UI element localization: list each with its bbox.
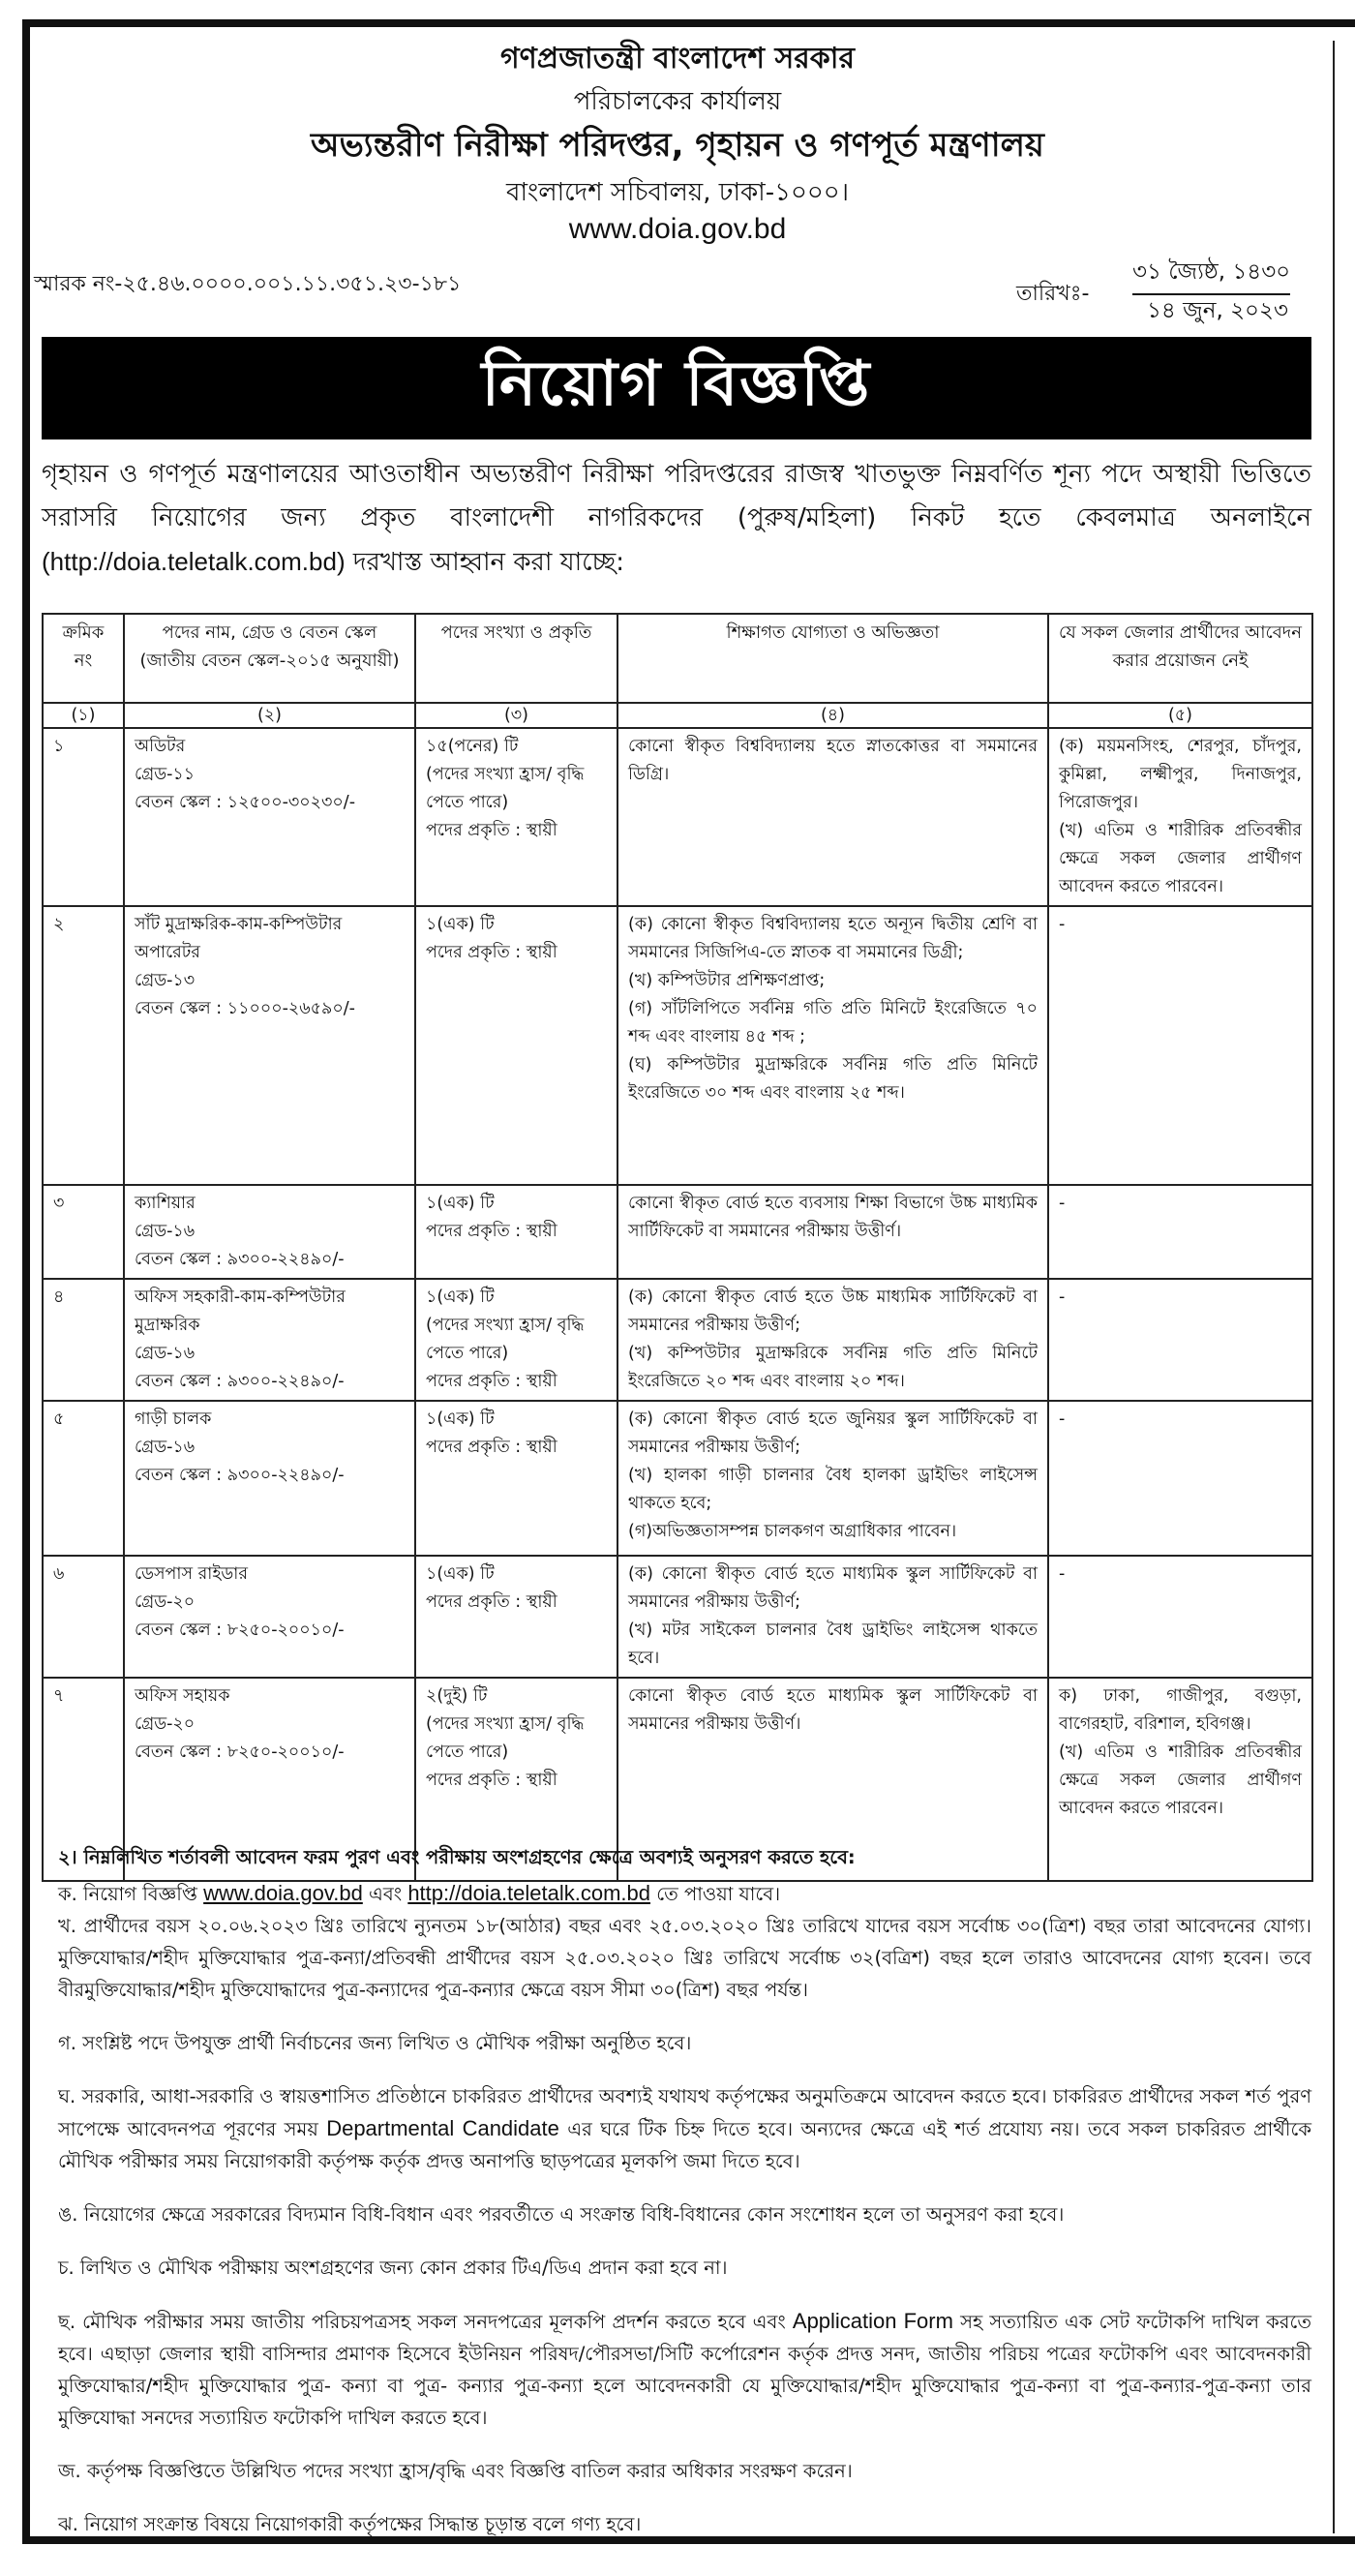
office-address: বাংলাদেশ সচিবালয়, ঢাকা-১০০০। [506, 178, 849, 207]
application-form-term: Application Form [792, 2309, 953, 2333]
qualification-cell [617, 1279, 1048, 1401]
column-number-row [43, 703, 1312, 728]
cell-line: পদের প্রকৃতি : স্থায়ী [426, 1771, 557, 1790]
serial-cell: ৬ [43, 1556, 124, 1678]
count-cell [415, 1556, 617, 1678]
condition-ka-suffix: তে পাওয়া যাবে। [650, 1883, 781, 1905]
qualification-cell [617, 1556, 1048, 1678]
condition-ga: গ. সংশ্লিষ্ট পদে উপযুক্ত প্রার্থী নির্বাচনের জন্য লিখিত ও মৌখিক পরীক্ষা অনুষ্ঠিত হবে। [58, 2032, 692, 2054]
post-cell [124, 1556, 415, 1678]
frame-border-top [22, 19, 1355, 27]
post-cell [124, 1185, 415, 1279]
table-row [43, 1556, 1312, 1678]
condition-gha-text-end: এর ঘরে টিক চিহ্ন দিতে হবে। অন্যদের ক্ষেত্রে এই শর্ত প্রযোয্য নয়। তবে সকল চাকরিরত প্রার্থীকে মৌখিক পরীক্ষার সময় নিয়োগকারী কর্তৃপক্ষ কর্তৃক প্রদত্ত অনাপত্তি ছাড়পত্রের মূলকপি জমা দিতে হবে। [58, 2118, 1311, 2172]
cell-line: পদের প্রকৃতি : স্থায়ী [426, 821, 557, 840]
notice-title: নিয়োগ বিজ্ঞপ্তি [481, 348, 872, 420]
cell-line: গ্রেড-১৩ [135, 971, 196, 990]
conditions-heading: ২। নিম্নলিখিত শর্তাবলী আবেদন ফরম পুরণ এবং পরীক্ষায় অংশগ্রহণের ক্ষেত্রে অবশ্যই অনুসরণ করতে হবে: [58, 1846, 856, 1868]
condition-cha-text: ছ. মৌখিক পরীক্ষার সময় জাতীয় পরিচয়পত্রসহ সকল সনদপত্রের মূলকপি প্রদর্শন করতে হবে এবং [58, 2311, 793, 2333]
intro-paragraph [42, 453, 1311, 585]
col-number: (২) [124, 703, 415, 728]
col-number: (৩) [415, 703, 617, 728]
table-row [43, 1401, 1312, 1556]
post-cell [124, 1401, 415, 1556]
cell-line: বেতন স্কেল : ৯৩০০-২২৪৯০/- [135, 1466, 345, 1485]
table-row [43, 728, 1312, 906]
cell-line: পদের প্রকৃতি : স্থায়ী [426, 1372, 557, 1391]
cell-line: (ক) কোনো স্বীকৃত বিশ্ববিদ্যালয় হতে অন্যূন দ্বিতীয় শ্রেণি বা সমমানের সিজিপিএ-তে স্নাতক বা সমমানের ডিগ্রী; [628, 915, 1038, 962]
cell-line: ১(এক) টি [426, 915, 495, 934]
cell-line: বেতন স্কেল : ১১০০০-২৬৫৯০/- [135, 999, 355, 1018]
cell-line: (খ) কম্পিউটার প্রশিক্ষণপ্রাপ্ত; [628, 971, 826, 990]
cell-line: গ্রেড-১৬ [135, 1344, 196, 1363]
cell-line: পদের প্রকৃতি : স্থায়ী [426, 1592, 557, 1612]
excluded-districts-cell [1048, 1279, 1312, 1401]
post-cell [124, 1279, 415, 1401]
cell-line: ১(এক) টি [426, 1564, 495, 1584]
cell-line: গ্রেড-১৬ [135, 1222, 196, 1241]
serial-cell: ৪ [43, 1279, 124, 1401]
qualification-cell [617, 1401, 1048, 1556]
excluded-districts-cell [1048, 728, 1312, 906]
teletalk-link[interactable]: (http://doia.teletalk.com.bd) [42, 547, 346, 576]
notice-title-banner [42, 337, 1311, 439]
cell-line: (খ) হালকা গাড়ী চালনার বৈধ হালকা ড্রাইভিং লাইসেন্স থাকতে হবে; [628, 1466, 1038, 1513]
cell-line: (খ) এতিম ও শারীরিক প্রতিবন্ধীর ক্ষেত্রে সকল জেলার প্রার্থীগণ আবেদন করতে পারবেন। [1059, 821, 1302, 896]
cell-line: কোনো স্বীকৃত বোর্ড হতে ব্যবসায় শিক্ষা বিভাগে উচ্চ মাধ্যমিক সার্টিফিকেট বা সমমানের পরীক্ষায় উত্তীর্ণ। [628, 1194, 1038, 1241]
cell-line: (গ) সাঁটলিপিতে সর্বনিম্ন গতি প্রতি মিনিটে ইংরেজিতে ৭০ শব্দ এবং বাংলায় ৪৫ শব্দ ; [628, 999, 1038, 1046]
website-link[interactable]: www.doia.gov.bd [568, 213, 787, 245]
date-gregorian: ১৪ জুন, ২০২৩ [1147, 298, 1288, 323]
condition-ca: চ. লিখিত ও মৌখিক পরীক্ষায় অংশগ্রহণের জন্য কোন প্রকার টিএ/ডিএ প্রদান করা হবে না। [58, 2257, 728, 2279]
excluded-districts-cell [1048, 906, 1312, 1185]
qualification-cell [617, 906, 1048, 1185]
serial-cell: ৫ [43, 1401, 124, 1556]
cell-line: (খ) কম্পিউটার মুদ্রাক্ষরিকে সর্বনিম্ন গতি প্রতি মিনিটে ইংরেজিতে ২০ শব্দ এবং বাংলায় ২০ শব্দ। [628, 1344, 1038, 1391]
frame-border-left [22, 19, 30, 2544]
cell-line: কোনো স্বীকৃত বোর্ড হতে মাধ্যমিক স্কুল সার্টিফিকেট বা সমমানের পরীক্ষায় উত্তীর্ণ। [628, 1686, 1038, 1734]
cell-line: (ক) কোনো স্বীকৃত বোর্ড হতে উচ্চ মাধ্যমিক সার্টিফিকেট বা সমমানের পরীক্ষায় উত্তীর্ণ; [628, 1288, 1038, 1335]
qualification-cell [617, 728, 1048, 906]
cell-line: বেতন স্কেল : ৯৩০০-২২৪৯০/- [135, 1250, 345, 1269]
col-header-serial: ক্রমিক নং [43, 614, 124, 703]
condition-kha: খ. প্রার্থীদের বয়স ২০.০৬.২০২৩ খ্রিঃ তারিখে ন্যুনতম ১৮(আঠার) বছর এবং ২৫.০৩.২০২০ খ্রিঃ তারিখে যাদের বয়স সর্বোচ্চ ৩০(ত্রিশ) বছর তারা আবেদনের যোগ্য। মুক্তিযোদ্ধার/শহীদ মুক্তিযোদ্ধার পুত্র-কন্যা/প্রতিবন্ধী প্রার্থীদের বয়স ২৫.০৩.২০২০ খ্রিঃ তারিখে সর্বোচ্চ ৩২(বত্রিশ) বছর হলে তারাও আবেদনের যোগ্য হবেন। তবে বীরমুক্তিযোদ্ধার/শহীদ মুক্তিযোদ্ধাদের পুত্র-কন্যাদের পুত্র-কন্যার ক্ষেত্রে বয়স সীমা ৩০(ত্রিশ) বছর পর্যন্ত। [58, 1915, 1311, 2001]
department-title: অভ্যন্তরীণ নিরীক্ষা পরিদপ্তর, গৃহায়ন ও গণপূর্ত মন্ত্রণালয় [311, 126, 1044, 165]
post-cell [124, 728, 415, 906]
cell-line: - [1059, 1564, 1066, 1584]
col-header-count: পদের সংখ্যা ও প্রকৃতি [415, 614, 617, 703]
cell-line: - [1059, 915, 1066, 934]
intro-text-end: দরখাস্ত আহ্বান করা যাচ্ছে: [345, 548, 624, 577]
cell-line: ক) ঢাকা, গাজীপুর, বগুড়া, বাগেরহাট, বরিশাল, হবিগঞ্জ। [1059, 1686, 1302, 1734]
condition-gha [58, 2080, 1311, 2177]
conditions-section [58, 1841, 1311, 2561]
condition-jha: ঝ. নিয়োগ সংক্রান্ত বিষয়ে নিয়োগকারী কর্তৃপক্ষের সিদ্ধান্ত চূড়ান্ত বলে গণ্য হবে। [58, 2513, 642, 2535]
cell-line: ১(এক) টি [426, 1409, 495, 1429]
cell-line: সাঁট মুদ্রাক্ষরিক-কাম-কম্পিউটার অপারেটর [135, 915, 343, 962]
vacancy-table [42, 613, 1313, 1882]
excluded-districts-cell [1048, 1556, 1312, 1678]
teletalk-apply-link[interactable]: http://doia.teletalk.com.bd [407, 1881, 651, 1905]
cell-line: গাড়ী চালক [135, 1409, 212, 1429]
cell-line: বেতন স্কেল : ৮২৫০-২০০১০/- [135, 1621, 345, 1640]
serial-cell: ৭ [43, 1678, 124, 1881]
col-header-excluded-districts: যে সকল জেলার প্রার্থীদের আবেদন করার প্রয়োজন নেই [1048, 614, 1312, 703]
memo-number: স্মারক নং-২৫.৪৬.০০০০.০০১.১১.৩৫১.২৩-১৮১ [34, 272, 462, 296]
date-label: তারিখঃ- [1016, 282, 1090, 306]
cell-line: - [1059, 1409, 1066, 1429]
condition-cha-text-end: সহ সত্যায়িত এক সেট ফটোকপি দাখিল করতে হবে। এছাড়া জেলার স্থায়ী বাসিন্দার প্রমাণক হিসেবে ইউনিয়ন পরিষদ/পৌরসভা/সিটি কর্পোরেশন কর্তৃক প্রদত্ত সনদ, জাতীয় পরিচয় পত্রের ফটোকপি এবং আবেদনকারী মুক্তিযোদ্ধার/শহীদ মুক্তিযোদ্ধার পুত্র- কন্যা বা পুত্র- কন্যার পুত্র-কন্যা হলে আবেদনকারী যে মুক্তিযোদ্ধার/শহীদ মুক্তিযোদ্ধার পুত্র-কন্যা বা পুত্র-কন্যার-পুত্র-কন্যা তার মুক্তিযোদ্ধা সনদের সত্যায়িত ফটোকপি দাখিল করতে হবে। [58, 2311, 1311, 2429]
serial-cell: ১ [43, 728, 124, 906]
count-cell [415, 1279, 617, 1401]
col-number: (৪) [617, 703, 1048, 728]
cell-line: গ্রেড-১১ [135, 765, 196, 784]
condition-ka-text: ক. নিয়োগ বিজ্ঞপ্তি [58, 1883, 204, 1905]
intro-text: গৃহায়ন ও গণপূর্ত মন্ত্রণালয়ের আওতাধীন অভ্যন্তরীণ নিরীক্ষা পরিদপ্তরের রাজস্ব খাতভুক্ত নিম্নবর্ণিত শূন্য পদে অস্থায়ী ভিত্তিতে সরাসরি নিয়োগের জন্য প্রকৃত বাংলাদেশী নাগরিকদের (পুরুষ/মহিলা) নিকট হতে কেবলমাত্র অনলাইনে [42, 460, 1311, 532]
cell-line: ক্যাশিয়ার [135, 1194, 196, 1213]
cell-line: বেতন স্কেল : ৮২৫০-২০০১০/- [135, 1743, 345, 1762]
frame-border-right [1333, 41, 1335, 2533]
condition-ka-and: এবং [362, 1883, 408, 1905]
cell-line: (ঘ) কম্পিউটার মুদ্রাক্ষরিকে সর্বনিম্ন গতি প্রতি মিনিটে ইংরেজিতে ৩০ শব্দ এবং বাংলায় ২৫ শব্দ। [628, 1055, 1038, 1103]
cell-line: অফিস সহায়ক [135, 1686, 230, 1706]
col-number: (৫) [1048, 703, 1312, 728]
cell-line: পদের প্রকৃতি : স্থায়ী [426, 1438, 557, 1457]
excluded-districts-cell [1048, 1185, 1312, 1279]
office-title: পরিচালকের কার্যালয় [573, 87, 782, 116]
cell-line: বেতন স্কেল : ১২৫০০-৩০২৩০/- [135, 793, 356, 812]
cell-line: (ক) কোনো স্বীকৃত বোর্ড হতে মাধ্যমিক স্কুল সার্টিফিকেট বা সমমানের পরীক্ষায় উত্তীর্ণ; [628, 1564, 1038, 1612]
count-cell [415, 906, 617, 1185]
departmental-candidate-term: Departmental Candidate [326, 2116, 559, 2140]
cell-line: গ্রেড-১৬ [135, 1438, 196, 1457]
serial-cell: ৩ [43, 1185, 124, 1279]
post-cell [124, 906, 415, 1185]
table-row [43, 1279, 1312, 1401]
cell-line: ১৫(পনের) টি [426, 737, 519, 756]
cell-line: গ্রেড-২০ [135, 1592, 196, 1612]
cell-line: - [1059, 1194, 1066, 1213]
cell-line: (পদের সংখ্যা হ্রাস/ বৃদ্ধি পেতে পারে) [426, 765, 585, 812]
cell-line: পদের প্রকৃতি : স্থায়ী [426, 1222, 557, 1241]
cell-line: বেতন স্কেল : ৯৩০০-২২৪৯০/- [135, 1372, 345, 1391]
qualification-cell [617, 1185, 1048, 1279]
cell-line: গ্রেড-২০ [135, 1714, 196, 1734]
cell-line: ১(এক) টি [426, 1288, 495, 1307]
condition-ka [58, 1877, 1311, 1910]
condition-ja: জ. কর্তৃপক্ষ বিজ্ঞপ্তিতে উল্লিখিত পদের সংখ্যা হ্রাস/বৃদ্ধি এবং বিজ্ঞপ্তি বাতিল করার অধিকার সংরক্ষণ করেন। [58, 2460, 853, 2482]
cell-line: (ক) কোনো স্বীকৃত বোর্ড হতে জুনিয়র স্কুল সার্টিফিকেট বা সমমানের পরীক্ষায় উত্তীর্ণ; [628, 1409, 1038, 1457]
cell-line: পদের প্রকৃতি : স্থায়ী [426, 943, 557, 962]
col-header-qualification: শিক্ষাগত যোগ্যতা ও অভিজ্ঞতা [617, 614, 1048, 703]
condition-cha [58, 2305, 1311, 2434]
cell-line: (পদের সংখ্যা হ্রাস/ বৃদ্ধি পেতে পারে) [426, 1714, 585, 1762]
serial-cell: ২ [43, 906, 124, 1185]
table-header-row [43, 614, 1312, 703]
cell-line: ১(এক) টি [426, 1194, 495, 1213]
cell-line: ডেসপাস রাইডার [135, 1564, 249, 1584]
date-bangla: ৩১ জ্যৈষ্ঠ, ১৪৩০ [1132, 254, 1290, 295]
cell-line: (খ) এতিম ও শারীরিক প্রতিবন্ধীর ক্ষেত্রে সকল জেলার প্রার্থীগণ আবেদন করতে পারবেন। [1059, 1743, 1302, 1818]
cell-line: - [1059, 1288, 1066, 1307]
government-title: গণপ্রজাতন্ত্রী বাংলাদেশ সরকার [500, 42, 855, 76]
cell-line: (গ)অভিজ্ঞতাসম্পন্ন চালকগণ অগ্রাধিকার পাবেন। [628, 1522, 957, 1541]
cell-line: (ক) ময়মনসিংহ, শেরপুর, চাঁদপুর, কুমিল্লা, লক্ষ্মীপুর, দিনাজপুর, পিরোজপুর। [1059, 737, 1302, 812]
cell-line: ২(দুই) টি [426, 1686, 488, 1706]
cell-line: (পদের সংখ্যা হ্রাস/ বৃদ্ধি পেতে পারে) [426, 1316, 585, 1363]
excluded-districts-cell [1048, 1401, 1312, 1556]
cell-line: অডিটর [135, 737, 186, 756]
table-row [43, 1185, 1312, 1279]
table-row [43, 906, 1312, 1185]
col-number: (১) [43, 703, 124, 728]
condition-umo: ঙ. নিয়োগের ক্ষেত্রে সরকারের বিদ্যমান বিধি-বিধান এবং পরবর্তীতে এ সংক্রান্ত বিধি-বিধানের কোন সংশোধন হলে তা অনুসরণ করা হবে। [58, 2203, 1065, 2226]
cell-line: অফিস সহকারী-কাম-কম্পিউটার মুদ্রাক্ষরিক [135, 1288, 346, 1335]
count-cell [415, 1401, 617, 1556]
cell-line: (খ) মটর সাইকেল চালনার বৈধ ড্রাইভিং লাইসেন্স থাকতে হবে। [628, 1621, 1038, 1668]
col-header-post: পদের নাম, গ্রেড ও বেতন স্কেল (জাতীয় বেতন স্কেল-২০১৫ অনুযায়ী) [124, 614, 415, 703]
count-cell [415, 1185, 617, 1279]
count-cell [415, 728, 617, 906]
condition-gha-text: ঘ. সরকারি, আধা-সরকারি ও স্বায়ত্তশাসিত প্রতিষ্ঠানে চাকরিরত প্রার্থীদের অবশ্যই যথাযথ কর্তৃপক্ষের অনুমতিক্রমে আবেদন করতে হবে। চাকরিরত প্রার্থীদের সকল শর্ত পুরণ সাপেক্ষে আবেদনপত্র পূরণের সময় [58, 2085, 1311, 2140]
cell-line: কোনো স্বীকৃত বিশ্ববিদ্যালয় হতে স্নাতকোত্তর বা সমমানের ডিগ্রি। [628, 737, 1038, 784]
doia-website-link[interactable]: www.doia.gov.bd [203, 1881, 363, 1905]
